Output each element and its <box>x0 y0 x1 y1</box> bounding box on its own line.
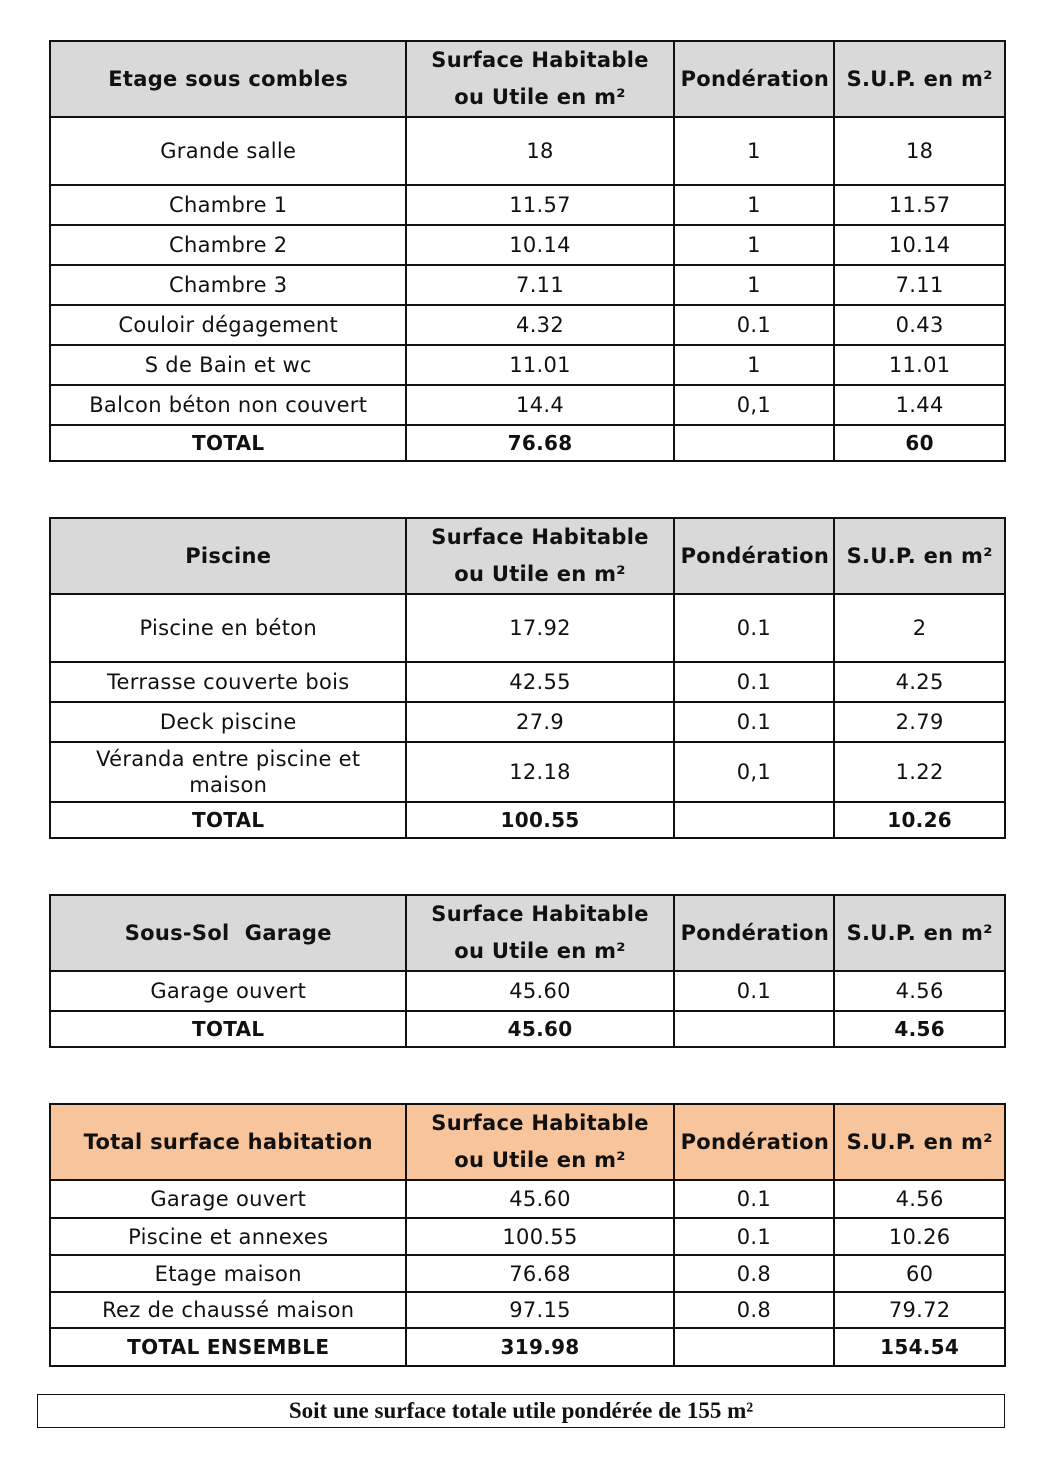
surface-header-line1: Surface Habitable <box>431 525 649 549</box>
surface-header <box>406 1104 673 1180</box>
row-label: Véranda entre piscine et maison <box>50 742 406 802</box>
total-row <box>50 1328 1005 1366</box>
total-label: TOTAL <box>50 1011 406 1047</box>
table-total-surface-habitation <box>49 1103 1006 1367</box>
sup-header: S.U.P. en m² <box>834 1104 1005 1180</box>
row-ponderation: 0.1 <box>674 1218 835 1255</box>
row-ponderation: 0,1 <box>674 385 835 425</box>
row-sup: 11.57 <box>834 185 1005 225</box>
row-ponderation: 0.1 <box>674 702 835 742</box>
table-sous-sol-garage <box>49 894 1006 1048</box>
total-label: TOTAL <box>50 425 406 461</box>
row-ponderation: 0.1 <box>674 305 835 345</box>
surface-header-line2: ou Utile en m² <box>454 1148 626 1172</box>
row-ponderation: 0.1 <box>674 594 835 662</box>
row-surface: 45.60 <box>406 1180 673 1218</box>
surface-header-line2: ou Utile en m² <box>454 85 626 109</box>
ponderation-header: Pondération <box>674 895 835 971</box>
row-sup: 11.01 <box>834 345 1005 385</box>
row-sup: 10.14 <box>834 225 1005 265</box>
row-label: Terrasse couverte bois <box>50 662 406 702</box>
row-label: Deck piscine <box>50 702 406 742</box>
total-row <box>50 425 1005 461</box>
row-surface: 11.57 <box>406 185 673 225</box>
total-row <box>50 802 1005 838</box>
row-label: Couloir dégagement <box>50 305 406 345</box>
row-ponderation: 0.1 <box>674 971 835 1011</box>
total-ponderation <box>674 425 835 461</box>
table-row <box>50 345 1005 385</box>
table-row <box>50 971 1005 1011</box>
total-sup: 60 <box>834 425 1005 461</box>
table-row <box>50 1180 1005 1218</box>
total-label: TOTAL <box>50 802 406 838</box>
surface-header <box>406 518 673 594</box>
row-surface: 11.01 <box>406 345 673 385</box>
table-row <box>50 225 1005 265</box>
row-label: Garage ouvert <box>50 971 406 1011</box>
row-ponderation: 0.8 <box>674 1292 835 1328</box>
total-surface: 100.55 <box>406 802 673 838</box>
table-title: Total surface habitation <box>50 1104 406 1180</box>
row-label: S de Bain et wc <box>50 345 406 385</box>
row-surface: 76.68 <box>406 1255 673 1292</box>
ponderation-header: Pondération <box>674 518 835 594</box>
table-row <box>50 742 1005 802</box>
row-label: Chambre 3 <box>50 265 406 305</box>
row-sup: 1.44 <box>834 385 1005 425</box>
row-sup: 4.56 <box>834 1180 1005 1218</box>
table-row <box>50 185 1005 225</box>
row-sup: 7.11 <box>834 265 1005 305</box>
table-etage-sous-combles <box>49 40 1006 462</box>
row-label: Balcon béton non couvert <box>50 385 406 425</box>
ponderation-header: Pondération <box>674 41 835 117</box>
row-sup: 4.56 <box>834 971 1005 1011</box>
total-ponderation <box>674 802 835 838</box>
row-surface: 100.55 <box>406 1218 673 1255</box>
row-sup: 4.25 <box>834 662 1005 702</box>
row-sup: 60 <box>834 1255 1005 1292</box>
table-row <box>50 702 1005 742</box>
table-row <box>50 1292 1005 1328</box>
row-label: Chambre 1 <box>50 185 406 225</box>
sup-header: S.U.P. en m² <box>834 41 1005 117</box>
row-ponderation: 0.1 <box>674 1180 835 1218</box>
row-surface: 18 <box>406 117 673 185</box>
table-row <box>50 385 1005 425</box>
total-sup: 154.54 <box>834 1328 1005 1366</box>
surface-header-line2: ou Utile en m² <box>454 939 626 963</box>
table-title: Piscine <box>50 518 406 594</box>
sup-header: S.U.P. en m² <box>834 895 1005 971</box>
row-label: Piscine en béton <box>50 594 406 662</box>
row-sup: 18 <box>834 117 1005 185</box>
table-row <box>50 265 1005 305</box>
row-ponderation: 1 <box>674 345 835 385</box>
total-ponderation <box>674 1011 835 1047</box>
table-row <box>50 1255 1005 1292</box>
sup-header: S.U.P. en m² <box>834 518 1005 594</box>
table-row <box>50 305 1005 345</box>
table-header-row <box>50 1104 1005 1180</box>
row-surface: 27.9 <box>406 702 673 742</box>
total-label: TOTAL ENSEMBLE <box>50 1328 406 1366</box>
row-label: Etage maison <box>50 1255 406 1292</box>
row-surface: 10.14 <box>406 225 673 265</box>
total-surface: 319.98 <box>406 1328 673 1366</box>
row-sup: 2 <box>834 594 1005 662</box>
table-piscine <box>49 517 1006 839</box>
row-ponderation: 0.1 <box>674 662 835 702</box>
row-sup: 2.79 <box>834 702 1005 742</box>
surface-header <box>406 895 673 971</box>
row-surface: 97.15 <box>406 1292 673 1328</box>
row-ponderation: 1 <box>674 225 835 265</box>
ponderation-header: Pondération <box>674 1104 835 1180</box>
total-row <box>50 1011 1005 1047</box>
row-surface: 12.18 <box>406 742 673 802</box>
table-header-row <box>50 41 1005 117</box>
row-label: Grande salle <box>50 117 406 185</box>
row-label: Chambre 2 <box>50 225 406 265</box>
surface-header-line2: ou Utile en m² <box>454 562 626 586</box>
surface-header-line1: Surface Habitable <box>431 48 649 72</box>
table-row <box>50 594 1005 662</box>
surface-header <box>406 41 673 117</box>
table-row <box>50 662 1005 702</box>
row-ponderation: 1 <box>674 117 835 185</box>
row-ponderation: 1 <box>674 265 835 305</box>
row-surface: 14.4 <box>406 385 673 425</box>
row-ponderation: 1 <box>674 185 835 225</box>
table-row <box>50 117 1005 185</box>
row-surface: 17.92 <box>406 594 673 662</box>
row-surface: 45.60 <box>406 971 673 1011</box>
row-sup: 1.22 <box>834 742 1005 802</box>
surface-header-line1: Surface Habitable <box>431 1111 649 1135</box>
table-title: Sous-Sol Garage <box>50 895 406 971</box>
row-ponderation: 0,1 <box>674 742 835 802</box>
surface-header-line1: Surface Habitable <box>431 902 649 926</box>
total-sup: 4.56 <box>834 1011 1005 1047</box>
row-label: Rez de chaussé maison <box>50 1292 406 1328</box>
total-sup: 10.26 <box>834 802 1005 838</box>
row-sup: 79.72 <box>834 1292 1005 1328</box>
row-label: Piscine et annexes <box>50 1218 406 1255</box>
total-surface: 45.60 <box>406 1011 673 1047</box>
table-title: Etage sous combles <box>50 41 406 117</box>
row-surface: 4.32 <box>406 305 673 345</box>
table-header-row <box>50 518 1005 594</box>
row-ponderation: 0.8 <box>674 1255 835 1292</box>
table-row <box>50 1218 1005 1255</box>
row-sup: 10.26 <box>834 1218 1005 1255</box>
total-ponderation <box>674 1328 835 1366</box>
row-label: Garage ouvert <box>50 1180 406 1218</box>
row-sup: 0.43 <box>834 305 1005 345</box>
row-surface: 7.11 <box>406 265 673 305</box>
row-surface: 42.55 <box>406 662 673 702</box>
table-header-row <box>50 895 1005 971</box>
summary-line: Soit une surface totale utile pondérée de 155 m² <box>37 1394 1005 1428</box>
total-surface: 76.68 <box>406 425 673 461</box>
